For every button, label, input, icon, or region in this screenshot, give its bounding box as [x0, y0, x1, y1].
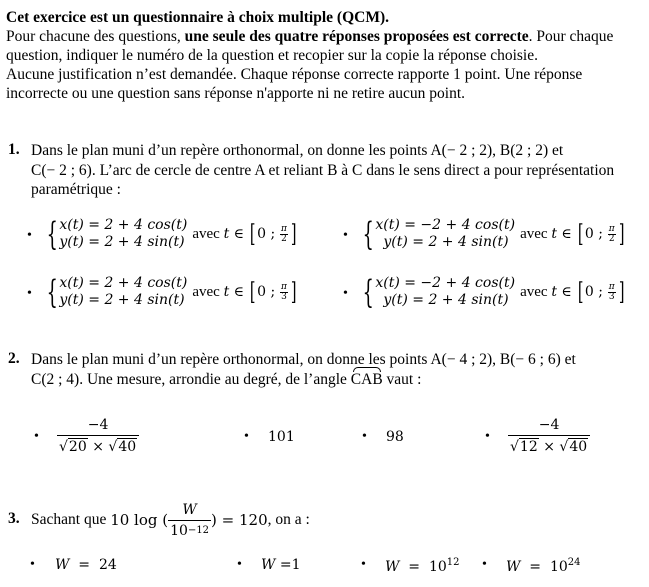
- bracket-close: ]: [618, 278, 625, 306]
- bracket-open: [: [249, 278, 256, 306]
- interval-lower: 0 ;: [257, 284, 276, 300]
- interval-prefix: t ∈: [223, 284, 245, 300]
- sqrt: √ 40: [108, 439, 137, 455]
- interval-upper: π 3: [280, 281, 287, 302]
- interval-lower: 0 ;: [584, 226, 603, 242]
- equation-x: x(t) = −2 + 4 cos(t): [375, 217, 516, 233]
- instructions-title: Cet exercice est un questionnaire à choix multiple (QCM).: [6, 9, 389, 26]
- interval-upper: π 2: [280, 223, 287, 244]
- bullet: •: [27, 228, 32, 243]
- brace-icon: {: [362, 273, 374, 311]
- fraction: [508, 417, 590, 455]
- instructions-line: Aucune justification n’est demandée. Chaque réponse correcte rapporte 1 point. Une réponse: [6, 66, 583, 83]
- bullet: •: [343, 228, 348, 243]
- brace-icon: {: [46, 215, 58, 253]
- question-prefix: Sachant que: [31, 511, 107, 528]
- avec-label: avec: [192, 283, 220, 300]
- equation-y: y(t) = 2 + 4 sin(t): [59, 292, 185, 308]
- answer-option[interactable]: $W = 10^{24}$: [506, 557, 581, 575]
- answer-option[interactable]: [57, 416, 139, 455]
- answer-option[interactable]: [362, 275, 626, 309]
- question-line: Dans le plan muni d’un repère orthonormal, on donne les points A(− 2 ; 2), B(2 ; 2) et: [31, 142, 564, 159]
- interval-prefix: t ∈: [551, 284, 572, 300]
- interval: [192, 278, 298, 306]
- equation-y: y(t) = 2 + 4 sin(t): [383, 234, 509, 250]
- question-number: 3.: [8, 510, 20, 527]
- question-suffix: , on a :: [267, 511, 310, 528]
- bullet: •: [343, 286, 348, 301]
- instructions: [6, 8, 613, 103]
- interval: [520, 278, 626, 306]
- numerator: −4: [87, 417, 109, 433]
- bullet: •: [34, 429, 39, 444]
- bullet: •: [244, 429, 249, 444]
- equation-y: y(t) = 2 + 4 sin(t): [59, 234, 185, 250]
- sqrt: √ 20: [59, 439, 87, 455]
- answer-option[interactable]: $W = 10^{12}$: [385, 557, 460, 575]
- question-line: paramétrique :: [31, 181, 121, 198]
- expression-left: 10 log (: [110, 511, 169, 529]
- angle-hat: CAB: [350, 370, 383, 388]
- brace-icon: {: [362, 215, 374, 253]
- interval-prefix: t ∈: [223, 226, 245, 242]
- bracket-open: [: [577, 278, 584, 306]
- avec-label: avec: [520, 225, 548, 242]
- answer-option[interactable]: [46, 275, 298, 309]
- bracket-open: [: [577, 220, 584, 248]
- avec-label: avec: [192, 225, 220, 242]
- numerator: −4: [538, 417, 560, 433]
- interval-lower: 0 ;: [584, 284, 603, 300]
- brace-icon: {: [46, 273, 58, 311]
- denominator: 10 −12: [168, 520, 211, 539]
- interval-upper: π 2: [608, 223, 615, 244]
- avec-label: avec: [520, 283, 548, 300]
- bullet: •: [485, 429, 490, 444]
- answer-option[interactable]: W = 24: [55, 557, 117, 573]
- interval-lower: 0 ;: [257, 226, 276, 242]
- bullet: •: [361, 557, 366, 572]
- interval: [520, 220, 626, 248]
- denominator: √ 12 × √ 40: [508, 435, 590, 455]
- equation-x: x(t) = −2 + 4 cos(t): [375, 275, 516, 291]
- equation-x: x(t) = 2 + 4 cos(t): [59, 275, 188, 291]
- bracket-close: ]: [290, 278, 297, 306]
- instructions-line: Pour chacune des questions, une seule des quatre réponses proposées est correcte. Pour chaque: [6, 28, 614, 45]
- answer-option[interactable]: [508, 416, 590, 455]
- fraction: [57, 417, 139, 455]
- question-text: [31, 498, 310, 542]
- bullet: •: [30, 557, 35, 572]
- answer-option[interactable]: 98: [386, 429, 404, 445]
- fraction: [168, 502, 211, 539]
- question-line: C(− 2 ; 6). L’arc de cercle de centre A et reliant B à C dans le sens direct a pour représentation: [31, 161, 615, 179]
- instructions-line: incorrecte ou une question sans réponse n'apporte ni ne retire aucun point.: [6, 85, 466, 102]
- interval-upper: π 3: [608, 281, 615, 302]
- bullet: •: [482, 557, 487, 572]
- question-number: 2.: [8, 350, 20, 367]
- numerator: W: [182, 501, 197, 518]
- interval-prefix: t ∈: [551, 226, 572, 242]
- bullet: •: [27, 286, 32, 301]
- question-text: [31, 141, 614, 200]
- equation-y: y(t) = 2 + 4 sin(t): [383, 292, 509, 308]
- answer-option[interactable]: 101: [268, 429, 295, 445]
- sqrt: √ 40: [559, 439, 588, 455]
- bracket-close: ]: [290, 220, 297, 248]
- bracket-close: ]: [618, 220, 625, 248]
- equation-x: x(t) = 2 + 4 cos(t): [59, 217, 188, 233]
- answer-option[interactable]: W =1: [261, 557, 301, 573]
- question-line: Dans le plan muni d’un repère orthonormal, on donne les points A(− 4 ; 2), B(− 6 ; 6) et: [31, 351, 576, 368]
- question-line: C(2 ; 4). Une mesure, arrondie au degré, de l’angle CAB vaut :: [31, 370, 422, 388]
- sqrt: √ 12: [510, 439, 538, 455]
- bracket-open: [: [249, 220, 256, 248]
- bullet: •: [362, 429, 367, 444]
- answer-option[interactable]: [362, 217, 626, 251]
- instructions-line: question, indiquer le numéro de la question et recopier sur la copie la réponse choisie.: [6, 47, 538, 64]
- question-number: 1.: [8, 141, 20, 158]
- question-text: [31, 350, 576, 389]
- denominator: √ 20 × √ 40: [57, 435, 139, 455]
- bullet: •: [237, 557, 242, 572]
- interval: [192, 220, 298, 248]
- expression-right: ) = 120: [211, 511, 268, 529]
- answer-option[interactable]: [46, 217, 298, 251]
